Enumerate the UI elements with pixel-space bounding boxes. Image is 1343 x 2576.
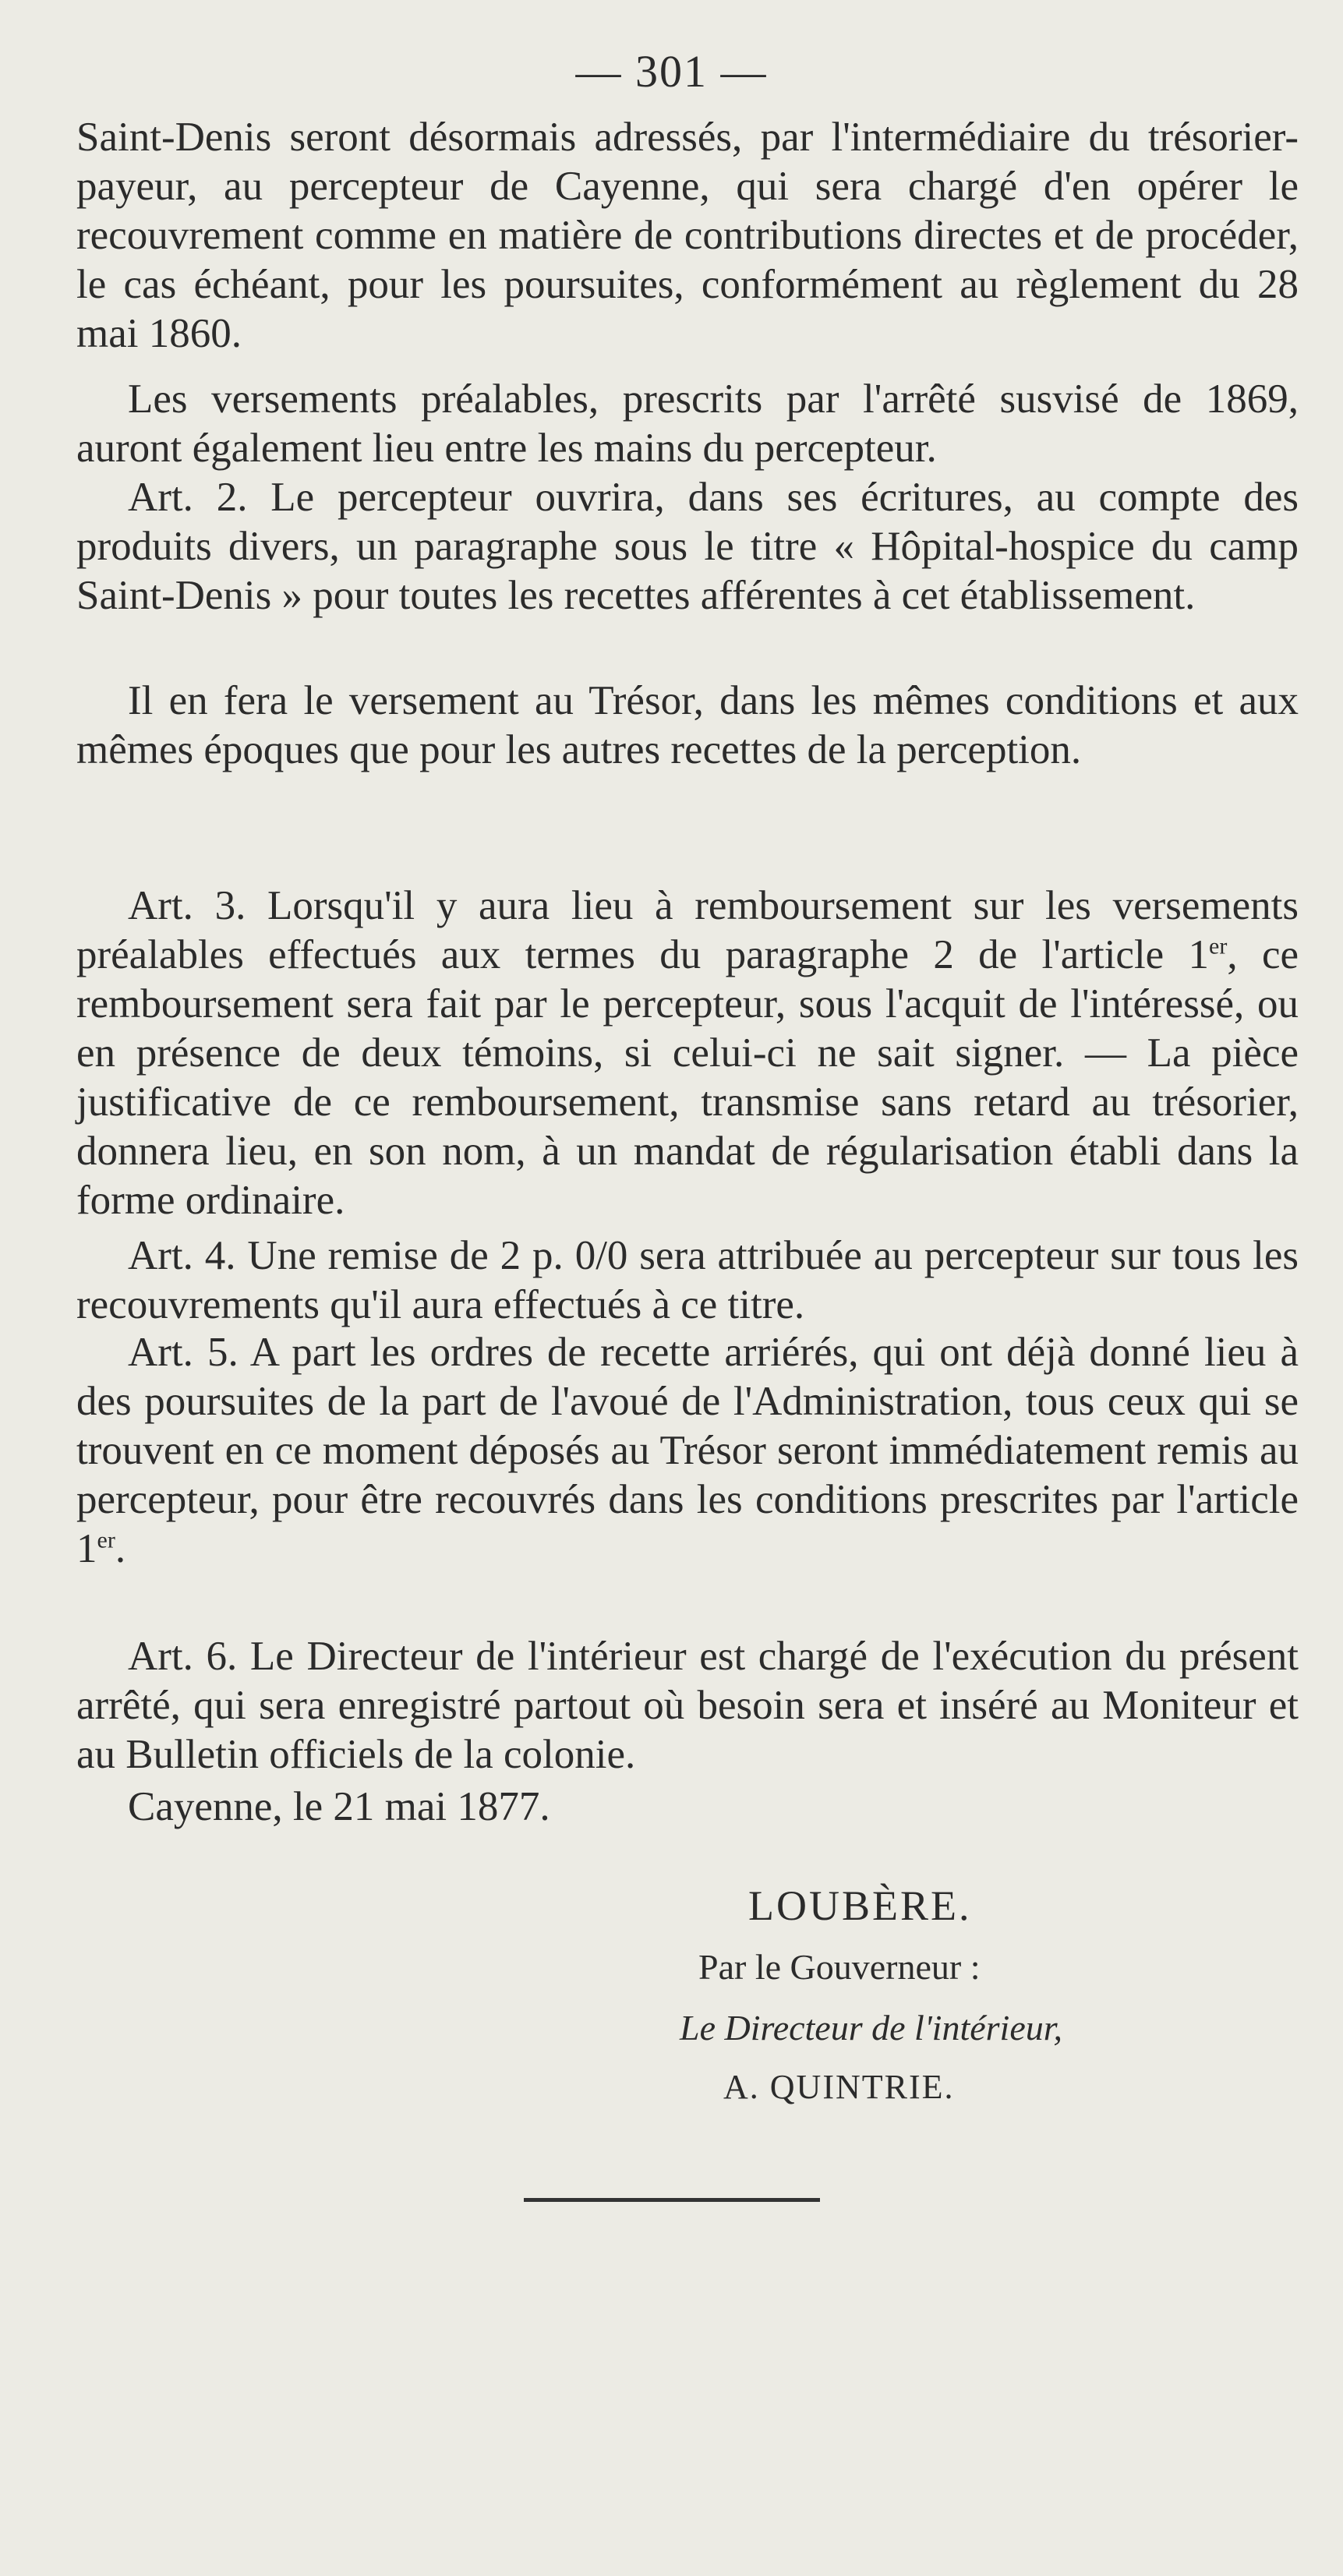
- paragraph-versement-tresor: Il en fera le versement au Trésor, dans les mêmes conditions et aux mêmes époques que pour les autres recettes de la perception.: [76, 678, 1299, 772]
- signature-name: LOUBÈRE.: [748, 1882, 972, 1929]
- paragraph-versements: Les versements préalables, prescrits par l'arrêté susvisé de 1869, auront également lieu entre les mains du percepteur.: [76, 376, 1299, 471]
- article-3-text-b: , ce remboursement sera fait par le percepteur, sous l'acquit de l'intéressé, ou en présence de deux témoins, si celui-ci ne sait signer. — La pièce justificative de ce remboursement, transmise sans retard au trésorier, donnera lieu, en son nom, à un mandat de régularisation établi dans la forme ordinaire.: [76, 932, 1299, 1223]
- article-5: [76, 1328, 1299, 1574]
- end-rule: [524, 2198, 820, 2202]
- signatory-name: A. QUINTRIE.: [723, 2068, 955, 2106]
- article-3-sup: er: [1209, 933, 1228, 959]
- signature-role: Le Directeur de l'intérieur,: [680, 2008, 1063, 2048]
- paragraph-continuation: Saint-Denis seront désormais adressés, par l'intermédiaire du trésorier-payeur, au percepteur de Cayenne, qui sera chargé d'en opérer le recouvrement comme en matière de contributions directes et de procéder, le cas échéant, pour les poursuites, conformément au règlement du 28 mai 1860.: [76, 115, 1299, 356]
- signature-by-line: Par le Gouverneur :: [698, 1947, 981, 1987]
- page-number: — 301 —: [575, 46, 768, 97]
- article-4: Art. 4. Une remise de 2 p. 0/0 sera attribuée au percepteur sur tous les recouvrements qu'il aura effectués à ce titre.: [76, 1233, 1299, 1327]
- article-6: Art. 6. Le Directeur de l'intérieur est chargé de l'exécution du présent arrêté, qui sera enregistré partout où besoin sera et inséré au Moniteur et au Bulletin officiels de la colonie.: [76, 1634, 1299, 1777]
- article-2: Art. 2. Le percepteur ouvrira, dans ses écritures, au compte des produits divers, un paragraphe sous le titre « Hôpital-hospice du camp Saint-Denis » pour toutes les recettes afférentes à cet établissement.: [76, 475, 1299, 618]
- article-5-text-b: .: [115, 1526, 126, 1571]
- date-line: Cayenne, le 21 mai 1877.: [128, 1784, 550, 1829]
- article-5-sup: er: [97, 1527, 115, 1553]
- article-3-text-a: Art. 3. Lorsqu'il y aura lieu à remboursement sur les versements préalables effectués aux termes du paragraphe 2 de l'article 1: [76, 883, 1299, 977]
- article-3: [76, 882, 1299, 1225]
- article-5-text-a: Art. 5. A part les ordres de recette arriérés, qui ont déjà donné lieu à des poursuites de la part de l'avoué de l'Administration, tous ceux qui se trouvent en ce moment déposés au Trésor seront immédiatement remis au percepteur, pour être recouvrés dans les conditions prescrites par l'article 1: [76, 1330, 1299, 1571]
